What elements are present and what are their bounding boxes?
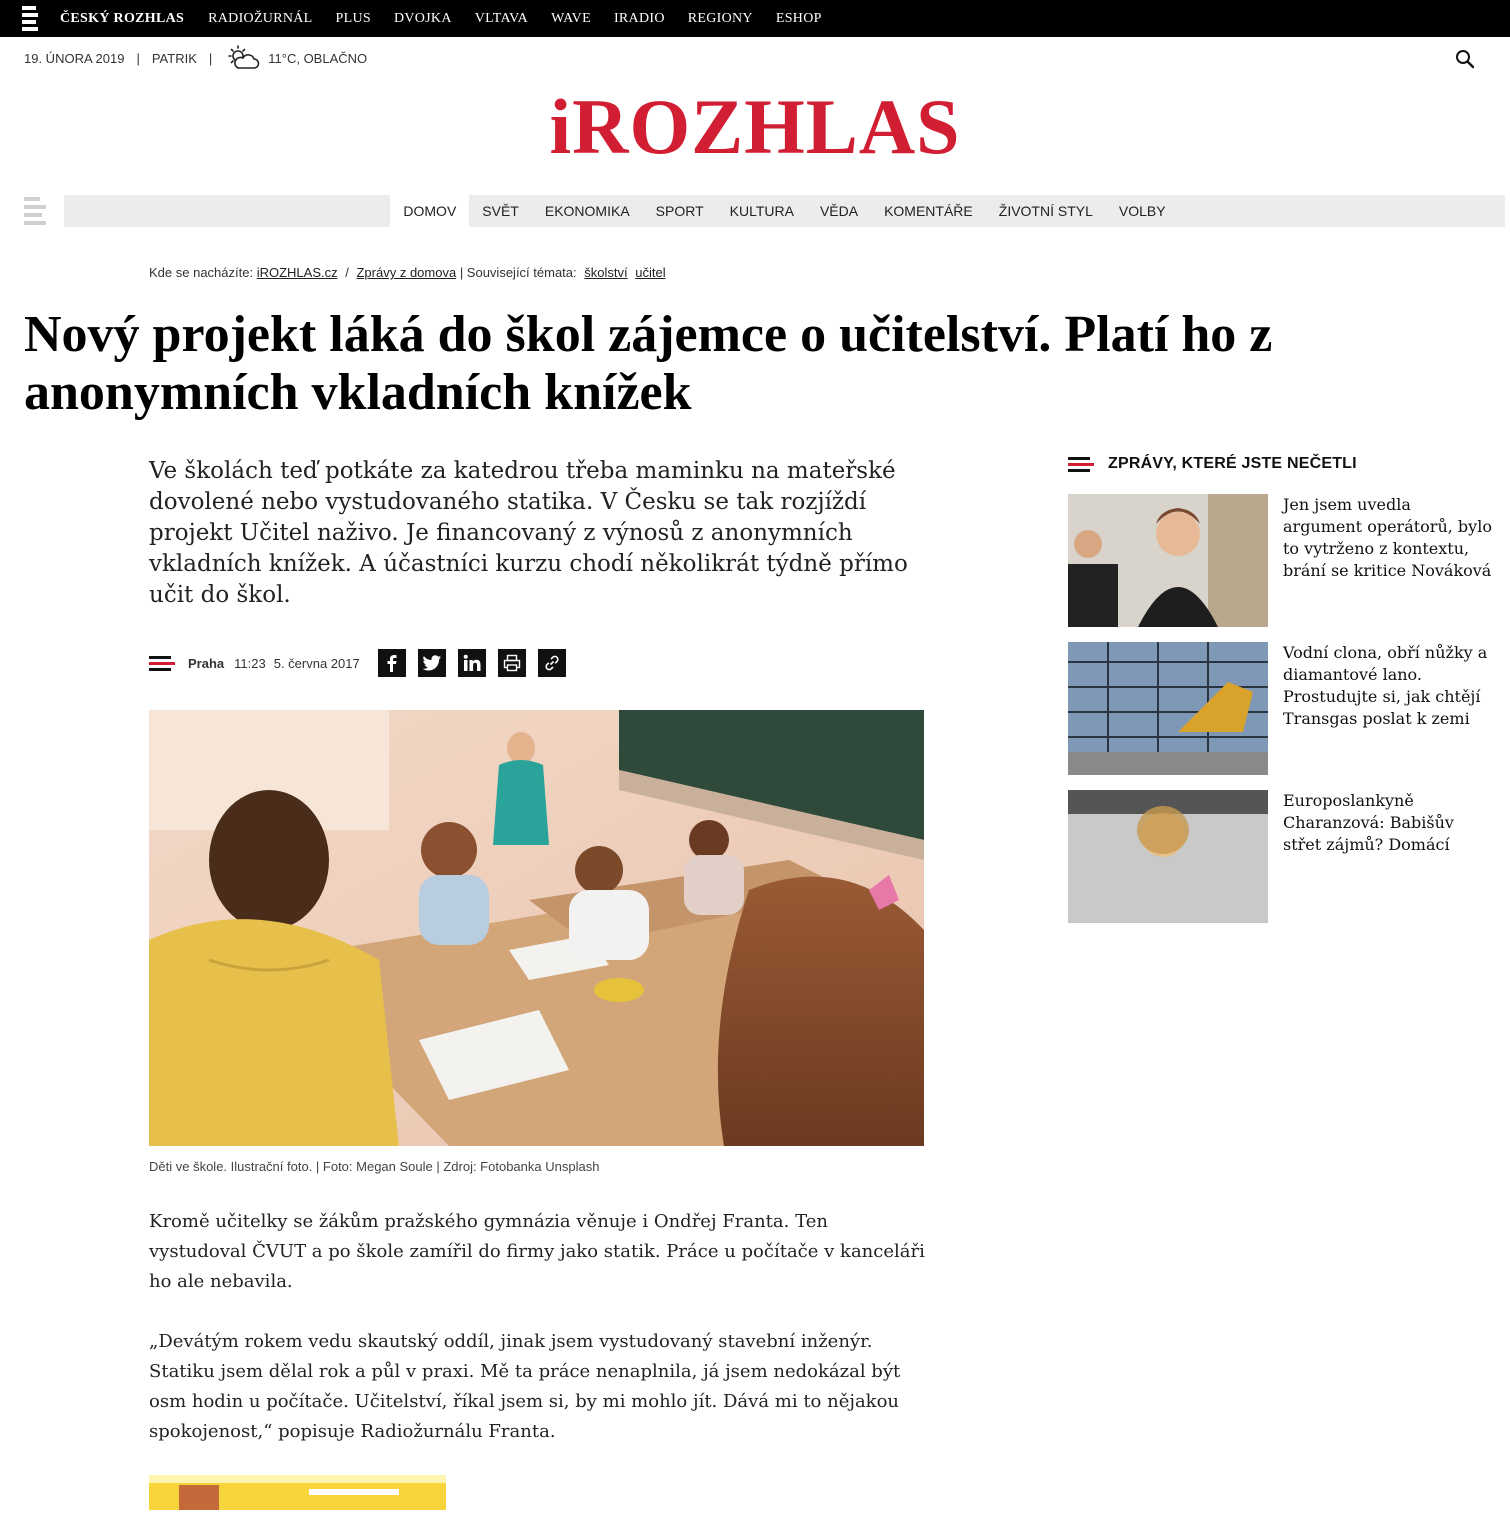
current-date: 19. ÚNORA 2019 — [24, 50, 125, 66]
info-separator: | — [208, 50, 213, 66]
facebook-icon — [383, 654, 401, 672]
photo-caption: Děti ve škole. Ilustrační foto. | Foto: Megan Soule | Zdroj: Fotobanka Unsplash — [149, 1159, 600, 1174]
breadcrumb-home-link[interactable]: iROZHLAS.cz — [256, 265, 338, 280]
breadcrumb — [149, 265, 666, 280]
section-nav — [24, 195, 1505, 227]
topnav-iradio-link[interactable]: IRADIO — [613, 10, 665, 26]
embedded-image[interactable] — [149, 1475, 446, 1510]
sidebar-article-title: Jen jsem uvedla argument operátorů, bylo to vytrženo z kontextu, brání se kritice Nováková — [1283, 495, 1492, 580]
novakova-photo — [1068, 494, 1268, 627]
partly-cloudy-icon — [226, 44, 260, 72]
article-perex: Ve školách teď potkáte za katedrou třeba maminku na mateřské dovolené nebo vystudovaného statika. V Česku se tak rozjíždí projekt Učitel naživo. Je financovaný z výnosů z anonymních vkladních knížek. A účastníci kurzu chodí několikrát týdně přímo učit do škol. — [149, 458, 908, 608]
article-paragraph: Kromě učitelky se žákům pražského gymnázia věnuje i Ondřej Franta. Ten vystudoval ČVUT a po škole zamířil do firmy jako statik. Práce u počítače v kanceláři ho ale nebavila. — [149, 1211, 925, 1292]
tab-domov[interactable]: DOMOV — [390, 195, 469, 227]
share-buttons — [378, 649, 566, 677]
cesky-rozhlas-mini-icon — [149, 656, 175, 671]
topnav-eshop-link[interactable]: ESHOP — [775, 10, 822, 26]
link-icon — [543, 654, 561, 672]
linkedin-icon — [463, 654, 481, 672]
article-main-photo[interactable] — [149, 710, 924, 1146]
cesky-rozhlas-logo-icon[interactable] — [22, 6, 42, 31]
linkedin-share-button[interactable] — [458, 649, 486, 677]
twitter-share-button[interactable] — [418, 649, 446, 677]
topnav-dvojka-link[interactable]: DVOJKA — [393, 10, 452, 26]
sidebar-article-link[interactable] — [1068, 790, 1498, 854]
ucitel-nazivo-image — [149, 1475, 446, 1510]
tab-svet[interactable]: SVĚT — [482, 203, 519, 219]
breadcrumb-section-link[interactable]: Zprávy z domova — [356, 265, 457, 280]
tab-komentare[interactable]: KOMENTÁŘE — [884, 203, 973, 219]
facebook-share-button[interactable] — [378, 649, 406, 677]
sidebar-thumbnail — [1068, 494, 1268, 627]
sidebar-thumbnail — [1068, 642, 1268, 775]
article-paragraph: „Devátým rokem vedu skautský oddíl, jinak jsem vystudovaný stavební inženýr. Statiku jsem dělal rok a půl v praxi. Mě ta práce nenaplnila, já jsem nedokázal být osm hodin u počítače. Učitelství, říkal jsem si, by mi mohlo jít. Dává mi to nějakou spokojenost,“ popisuje Radiožurnálu Franta. — [149, 1331, 901, 1442]
article-time: 11:23 — [234, 655, 266, 671]
tag-ucitel-link[interactable]: učitel — [635, 265, 666, 280]
tab-ekonomika[interactable]: EKONOMIKA — [544, 203, 630, 219]
nameday: PATRIK — [151, 50, 197, 66]
topnav-vltava-link[interactable]: VLTAVA — [474, 10, 529, 26]
breadcrumb-separator: / — [345, 265, 349, 280]
tag-skolstvi-link[interactable]: školství — [584, 265, 628, 280]
search-icon[interactable] — [1454, 48, 1476, 70]
copy-link-button[interactable] — [538, 649, 566, 677]
tab-kultura[interactable]: KULTURA — [729, 203, 794, 219]
topnav-plus-link[interactable]: PLUS — [335, 10, 371, 26]
sidebar-heading — [1068, 455, 1357, 473]
top-network-bar — [0, 0, 1510, 37]
sidebar-thumbnail — [1068, 790, 1268, 923]
twitter-icon — [422, 654, 442, 672]
tab-veda[interactable]: VĚDA — [819, 203, 859, 219]
sidebar-article-title: Europoslankyně Charanzová: Babišův střet zájmů? Domácí — [1283, 791, 1454, 854]
article-place: Praha — [188, 655, 225, 671]
article-date: 5. června 2017 — [273, 655, 360, 671]
article-meta — [149, 648, 566, 678]
weather-text: 11°C, OBLAČNO — [268, 50, 368, 66]
section-nav-bar — [64, 195, 1505, 227]
breadcrumb-label: Kde se nacházíte: — [149, 265, 254, 280]
related-topics-label: | Související témata: — [459, 265, 577, 280]
info-separator: | — [136, 50, 140, 66]
topnav-regiony-link[interactable]: REGIONY — [687, 10, 753, 26]
info-row — [24, 44, 367, 72]
printer-icon — [503, 654, 521, 672]
sidebar-article-title: Vodní clona, obří nůžky a diamantové lano. Prostudujte si, jak chtějí Transgas poslat k zemi — [1283, 643, 1488, 728]
menu-icon[interactable] — [24, 195, 50, 227]
sidebar-article-link[interactable] — [1068, 494, 1498, 627]
print-button[interactable] — [498, 649, 526, 677]
cesky-rozhlas-mini-icon — [1068, 457, 1094, 472]
charanzova-photo — [1068, 790, 1268, 923]
transgas-demolition-photo — [1068, 642, 1268, 775]
classroom-photo — [149, 710, 924, 1146]
sidebar-article-link[interactable] — [1068, 642, 1498, 775]
topnav-radiozurnal-link[interactable]: RADIOŽURNÁL — [208, 10, 313, 26]
tab-zivotni-styl[interactable]: ŽIVOTNÍ STYL — [998, 203, 1093, 219]
tab-volby[interactable]: VOLBY — [1118, 203, 1166, 219]
tab-sport[interactable]: SPORT — [655, 203, 704, 219]
article-title: Nový projekt láká do škol zájemce o učitelství. Platí ho z anonymních vkladních knížek — [24, 306, 1273, 421]
irozhlas-logo[interactable]: iROZHLAS — [549, 83, 961, 170]
topnav-brand-link[interactable]: ČESKÝ ROZHLAS — [60, 10, 185, 26]
sidebar-heading-text: ZPRÁVY, KTERÉ JSTE NEČETLI — [1108, 455, 1357, 472]
topnav-wave-link[interactable]: WAVE — [551, 10, 591, 26]
